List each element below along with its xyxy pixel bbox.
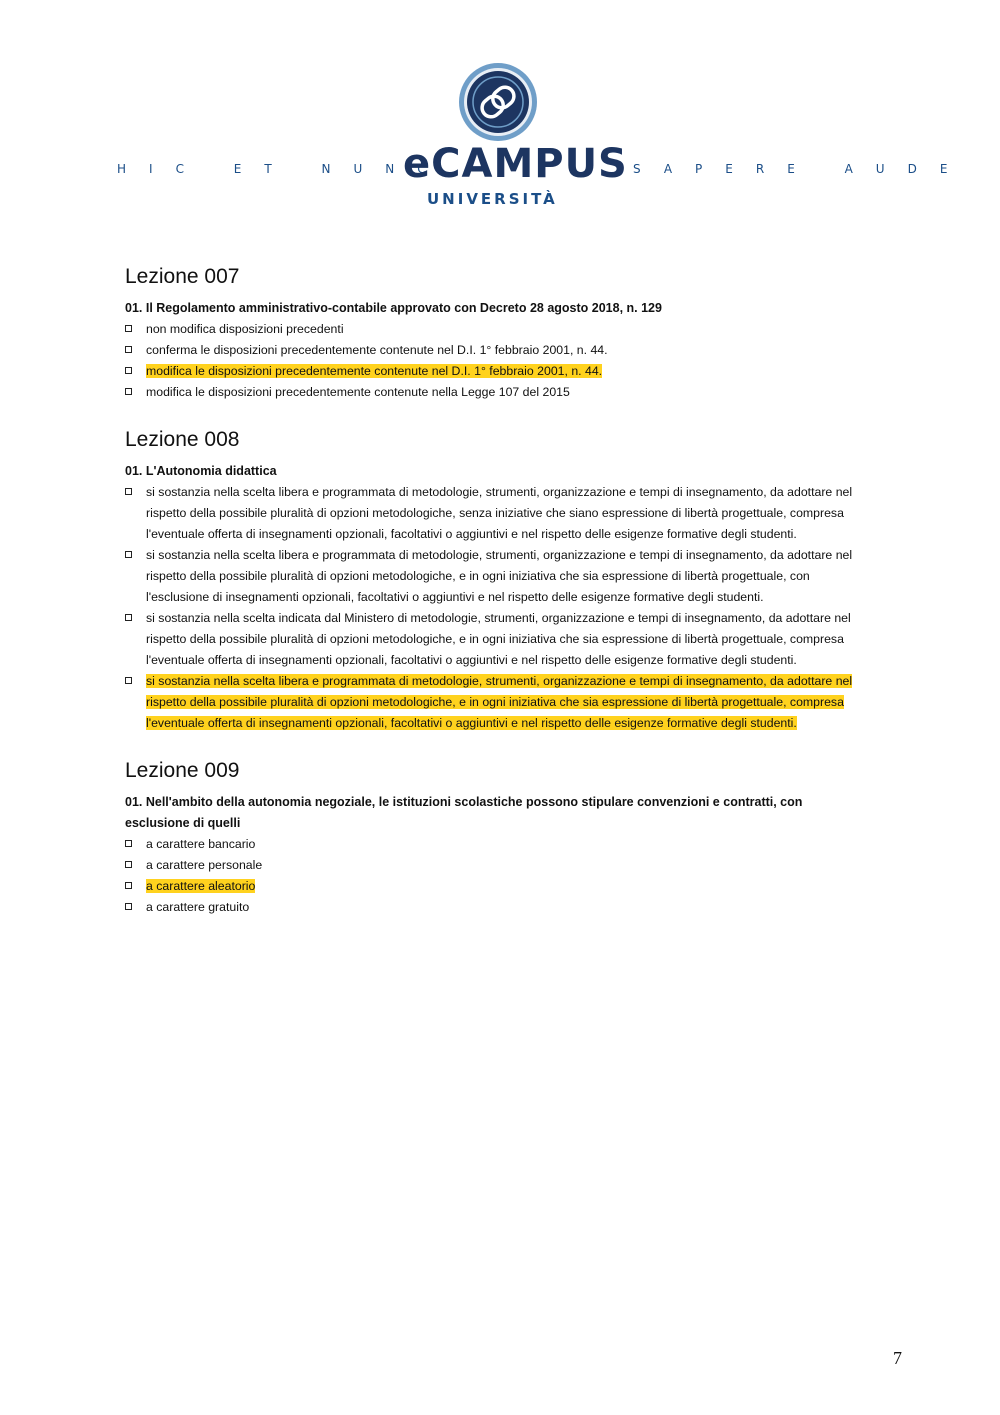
question-text: 01. Nell'ambito della autonomia negoziale, le istituzioni scolastiche possono stipulare convenzioni e contratti, con esclusione di quelli	[125, 795, 803, 830]
question-text: 01. Il Regolamento amministrativo-contabile approvato con Decreto 28 agosto 2018, n. 129	[125, 301, 662, 315]
answer-text: modifica le disposizioni precedentemente contenute nella Legge 107 del 2015	[146, 385, 570, 399]
lesson-title: Lezione 008	[125, 428, 240, 451]
answer-text: si sostanzia nella scelta indicata dal Ministero di metodologie, strumenti, organizzazione e tempi di insegnamento, da adottare nel rispetto della possibile pluralità di opzioni metodologiche, e in ogni iniziativa che sia espressione di libertà progettuale, compresa l'eventuale offerta di insegnamenti opzionali, facoltativi o aggiuntivi e nel rispetto delle esigenze formative degli studenti.	[146, 611, 851, 667]
checkbox-icon	[125, 840, 132, 847]
checkbox-icon	[125, 346, 132, 353]
answer-option	[125, 855, 860, 876]
motto-right: SAPERE AUDE	[633, 162, 971, 176]
answer-option-correct	[125, 876, 860, 897]
answer-option	[125, 545, 860, 608]
checkbox-icon	[125, 614, 132, 621]
checkbox-icon	[125, 367, 132, 374]
checkbox-icon	[125, 861, 132, 868]
answer-option	[125, 897, 860, 918]
lesson-title: Lezione 009	[125, 759, 240, 782]
ecampus-seal-icon	[458, 62, 538, 142]
answer-option	[125, 340, 860, 361]
checkbox-icon	[125, 325, 132, 332]
lesson-title: Lezione 007	[125, 265, 240, 288]
answer-option	[125, 319, 860, 340]
answer-text: si sostanzia nella scelta libera e programmata di metodologie, strumenti, organizzazione e tempi di insegnamento, da adottare nel rispetto della possibile pluralità di opzioni metodologiche, e in ogni iniziativa che sia espressione di libertà progettuale, compresa l'eventuale offerta di insegnamenti opzionali, facoltativi o aggiuntivi e nel rispetto delle esigenze formative degli studenti.	[146, 674, 853, 730]
checkbox-icon	[125, 551, 132, 558]
answer-text: modifica le disposizioni precedentemente contenute nel D.I. 1° febbraio 2001, n. 44.	[146, 364, 603, 378]
lesson-section	[125, 425, 860, 734]
answer-list	[125, 834, 860, 918]
answer-option	[125, 482, 860, 545]
lesson-section	[125, 756, 860, 918]
answer-text: a carattere bancario	[146, 837, 256, 851]
answer-list	[125, 319, 860, 403]
checkbox-icon	[125, 903, 132, 910]
checkbox-icon	[125, 677, 132, 684]
motto-left: HIC ET NUNC	[117, 162, 449, 176]
answer-text: conferma le disposizioni precedentemente contenute nel D.I. 1° febbraio 2001, n. 44.	[146, 343, 608, 357]
answer-text: non modifica disposizioni precedenti	[146, 322, 344, 336]
answer-text: a carattere personale	[146, 858, 263, 872]
page-header	[0, 0, 1000, 240]
answer-option-correct	[125, 361, 860, 382]
page-number: 7	[893, 1348, 902, 1368]
answer-option	[125, 608, 860, 671]
brand-name: eCAMPUS	[403, 141, 628, 187]
answer-option	[125, 834, 860, 855]
checkbox-icon	[125, 882, 132, 889]
lesson-section	[125, 262, 860, 403]
brand-subtitle: UNIVERSITÀ	[427, 190, 558, 208]
quiz-content	[125, 262, 860, 940]
answer-list	[125, 482, 860, 734]
answer-option-correct	[125, 671, 860, 734]
answer-text: a carattere gratuito	[146, 900, 250, 914]
answer-text: a carattere aleatorio	[146, 879, 256, 893]
question-text: 01. L'Autonomia didattica	[125, 464, 277, 478]
answer-option	[125, 382, 860, 403]
answer-text: si sostanzia nella scelta libera e programmata di metodologie, strumenti, organizzazione e tempi di insegnamento, da adottare nel rispetto della possibile pluralità di opzioni metodologiche, e in ogni iniziativa che sia espressione di libertà progettuale, con l'esclusione di insegnamenti opzionali, facoltativi o aggiuntivi e nel rispetto delle esigenze formative degli studenti.	[146, 548, 853, 604]
answer-text: si sostanzia nella scelta libera e programmata di metodologie, strumenti, organizzazione e tempi di insegnamento, da adottare nel rispetto della possibile pluralità di opzioni metodologiche, senza iniziative che siano espressione di libertà progettuale, compresa l'eventuale offerta di insegnamenti opzionali, facoltativi o aggiuntivi e nel rispetto delle esigenze formative degli studenti.	[146, 485, 853, 541]
checkbox-icon	[125, 388, 132, 395]
checkbox-icon	[125, 488, 132, 495]
